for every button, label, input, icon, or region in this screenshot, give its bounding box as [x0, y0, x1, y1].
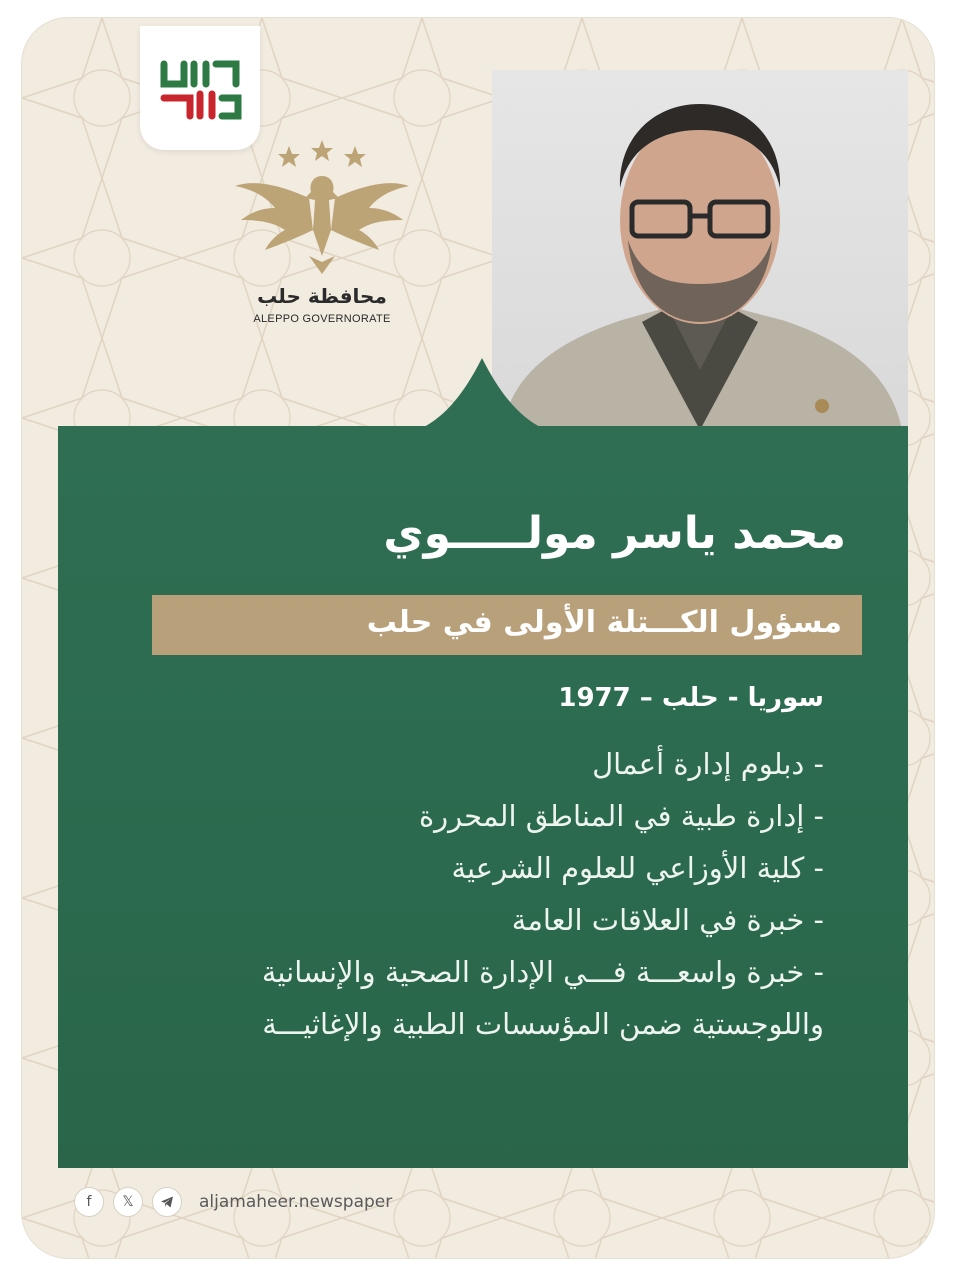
profile-photo [492, 70, 908, 430]
eagle-icon [227, 138, 417, 278]
person-name: محمد ياسر مولـــــوي [383, 508, 846, 559]
bio-item: - دبلوم إدارة أعمال [592, 747, 824, 781]
x-icon[interactable]: 𝕏 [113, 1187, 143, 1217]
bio-item: - خبرة في العلاقات العامة [511, 903, 824, 937]
telegram-icon[interactable] [152, 1187, 182, 1217]
position-title: مسؤول الكـــتلة الأولى في حلب [366, 605, 842, 640]
governorate-name-ar: محافظة حلب [257, 284, 387, 308]
facebook-icon[interactable]: f [74, 1187, 104, 1217]
social-footer [74, 1184, 392, 1220]
post-card [22, 18, 934, 1258]
bio-item: - إدارة طبية في المناطق المحررة [418, 799, 824, 833]
governorate-name-en: ALEPPO GOVERNORATE [253, 313, 391, 325]
position-banner [152, 595, 862, 655]
bio-item: - خبرة واسعـــة فـــي الإدارة الصحية والإنسانية واللوجستية ضمن المؤسسات الطبية والإغاثيـــة [261, 955, 824, 1041]
person-portrait [492, 70, 908, 430]
bio-list [134, 738, 824, 1050]
aljamaheer-logo [154, 54, 246, 124]
arch-ornament [422, 358, 542, 428]
origin-line: سوريا - حلب – 1977 [558, 683, 824, 713]
social-handle[interactable]: aljamaheer.newspaper [199, 1192, 393, 1212]
newspaper-logo-badge [140, 26, 260, 150]
bio-item: - كلية الأوزاعي للعلوم الشرعية [451, 851, 824, 885]
governorate-emblem [227, 138, 417, 338]
